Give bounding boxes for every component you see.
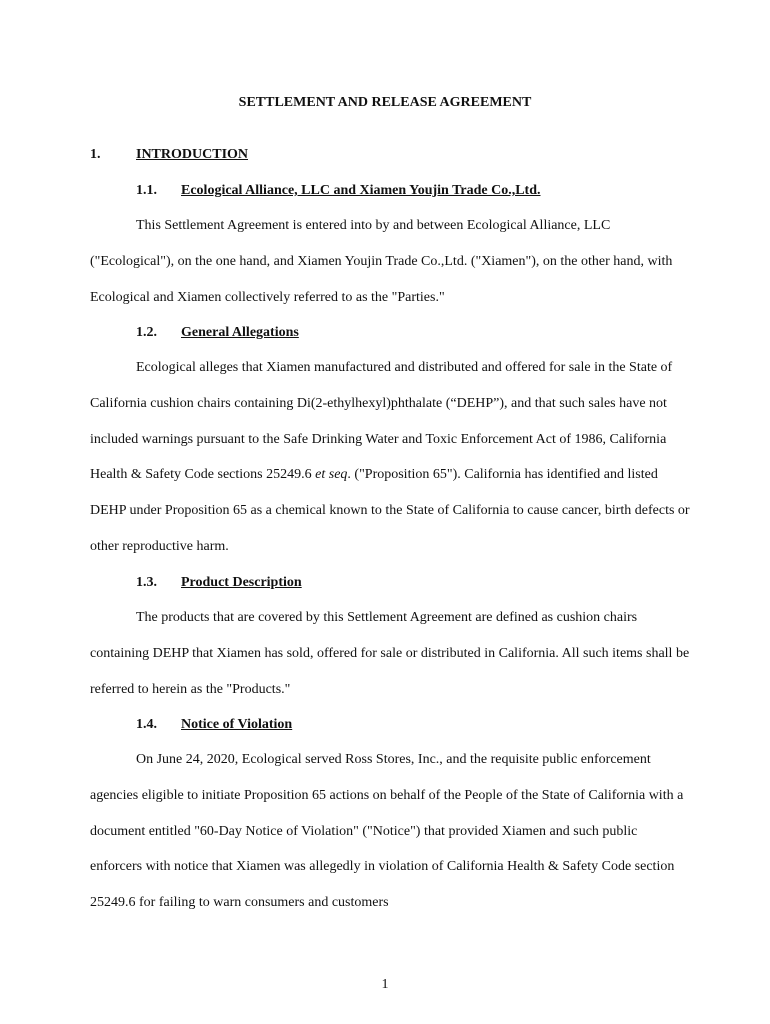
subsection-1-1-number: 1.1. <box>136 183 157 198</box>
subsection-1-3-paragraph: The products that are covered by this Settlement Agreement are defined as cushion chairs containing DEHP that Xiamen has sold, offered for sale or distributed in California. All such items shall be referred to herein as the "Products." <box>90 610 690 697</box>
subsection-1-4-paragraph: On June 24, 2020, Ecological served Ross Stores, Inc., and the requisite public enforcement agencies eligible to initiate Proposition 65 actions on behalf of the People of the State of California with a document entitled "60-Day Notice of Violation" ("Notice") that provided Xiamen and such public enforcers with notice that Xiamen was allegedly in violation of California Health & Safety Code section 25249.6 for failing to warn consumers and customers <box>90 752 684 911</box>
section-1-title: INTRODUCTION <box>136 147 249 162</box>
subsection-1-2-text-a: Ecological alleges that Xiamen manufactured and distributed and offered for sale in the State of California cushion chairs containing Di(2-ethylhexyl)phthalate (“DEHP”), and that such sales have not included warnings pursuant to the Safe Drinking Water and Toxic Enforcement Act of 1986, California Health & Safety Code sections 25249.6 <box>90 360 673 483</box>
page-number: 1 <box>381 977 389 992</box>
subsection-1-2-title: General Allegations <box>181 325 299 340</box>
subsection-1-4-number: 1.4. <box>136 717 157 732</box>
subsection-1-3-title: Product Description <box>181 575 302 590</box>
subsection-1-2-number: 1.2. <box>136 325 157 340</box>
subsection-1-1-paragraph: This Settlement Agreement is entered into by and between Ecological Alliance, LLC ("Ecological"), on the one hand, and Xiamen Youjin Trade Co.,Ltd. ("Xiamen"), on the other hand, with Ecological and Xiamen collectively referred to as the "Parties." <box>90 218 673 305</box>
subsection-1-2-italic-term: et seq <box>315 467 348 483</box>
section-1-number: 1. <box>90 147 101 162</box>
subsection-1-2-paragraph <box>90 350 690 565</box>
document-title: SETTLEMENT AND RELEASE AGREEMENT <box>238 95 532 110</box>
subsection-1-2-text-b: . ("Proposition 65"). California has identified and listed DEHP under Proposition 65 as a chemical known to the State of California to cause cancer, birth defects or other reproductive harm. <box>90 467 690 554</box>
subsection-1-1-title: Ecological Alliance, LLC and Xiamen Youjin Trade Co.,Ltd. <box>181 183 541 198</box>
subsection-1-3-number: 1.3. <box>136 575 157 590</box>
subsection-1-4-title: Notice of Violation <box>181 717 293 732</box>
